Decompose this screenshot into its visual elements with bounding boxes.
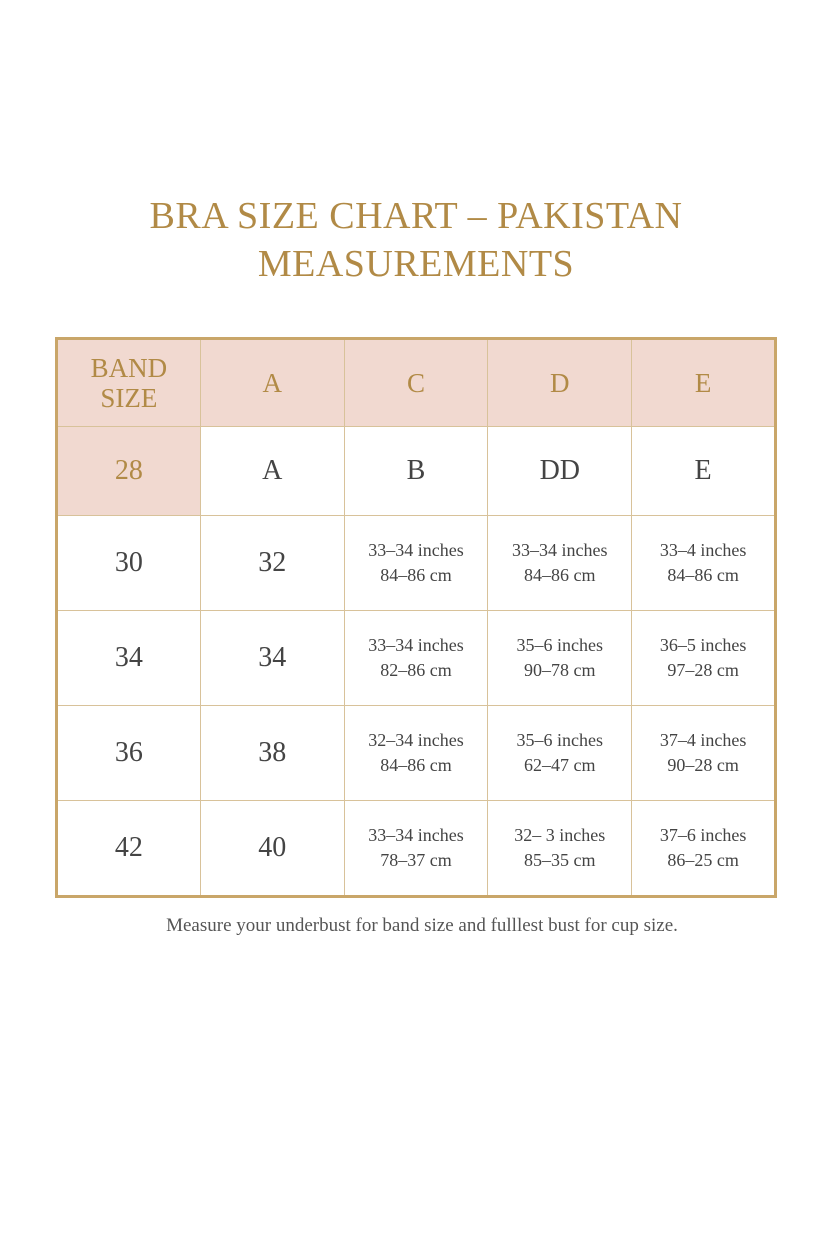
measurement-cell	[632, 516, 776, 611]
inches-value: 36–5 inches	[659, 635, 747, 655]
cm-value: 86–25 cm	[667, 850, 739, 870]
table-row	[57, 516, 776, 611]
measurement-cell	[488, 516, 632, 611]
inches-value: 32– 3 inches	[514, 825, 606, 845]
table-row	[57, 611, 776, 706]
table-row	[57, 427, 776, 516]
measurement-note: Measure your underbust for band size and fulllest bust for cup size.	[166, 915, 678, 936]
inches-value: 33–34 inches	[368, 540, 464, 560]
measurement-cell	[344, 801, 488, 897]
measurement-cell	[488, 706, 632, 801]
size-chart-table	[55, 337, 777, 898]
cm-value: 84–86 cm	[380, 565, 452, 585]
title-line-2: MEASUREMENTS	[257, 243, 575, 285]
measurement-cell	[488, 801, 632, 897]
cm-value: 90–78 cm	[524, 660, 596, 680]
header-col-e: E	[632, 339, 776, 427]
title-line-1: BRA SIZE CHART – PAKISTAN	[149, 195, 683, 237]
value-cell: 32	[200, 516, 344, 611]
value-cell: 40	[200, 801, 344, 897]
page-title	[0, 192, 832, 288]
cm-value: 62–47 cm	[524, 755, 596, 775]
inches-value: 35–6 inches	[516, 635, 604, 655]
cm-value: 85–35 cm	[524, 850, 596, 870]
value-cell: 34	[200, 611, 344, 706]
value-cell: 38	[200, 706, 344, 801]
cm-value: 84–86 cm	[524, 565, 596, 585]
measurement-cell	[632, 706, 776, 801]
inches-value: 33–4 inches	[659, 540, 747, 560]
band-cell: 28	[57, 427, 201, 516]
cm-value: 82–86 cm	[380, 660, 452, 680]
inches-value: 33–34 inches	[512, 540, 608, 560]
header-band-size	[57, 339, 201, 427]
header-col-d: D	[488, 339, 632, 427]
inches-value: 37–6 inches	[659, 825, 747, 845]
measurement-cell	[344, 706, 488, 801]
table-row	[57, 706, 776, 801]
header-band-line-2: SIZE	[100, 383, 158, 413]
header-band-line-1: BAND	[90, 353, 168, 383]
measurement-cell	[632, 611, 776, 706]
band-cell: 42	[57, 801, 201, 897]
cm-value: 97–28 cm	[667, 660, 739, 680]
band-cell: 30	[57, 516, 201, 611]
table-row	[57, 801, 776, 897]
inches-value: 37–4 inches	[659, 730, 747, 750]
header-col-a: A	[200, 339, 344, 427]
cm-value: 84–86 cm	[380, 755, 452, 775]
band-cell: 34	[57, 611, 201, 706]
measurement-cell	[488, 611, 632, 706]
cm-value: 84–86 cm	[667, 565, 739, 585]
measurement-cell	[344, 611, 488, 706]
band-cell: 36	[57, 706, 201, 801]
cup-cell: A	[200, 427, 344, 516]
inches-value: 35–6 inches	[516, 730, 604, 750]
measurement-cell	[344, 516, 488, 611]
cup-cell: E	[632, 427, 776, 516]
header-row	[57, 339, 776, 427]
inches-value: 33–34 inches	[368, 635, 464, 655]
cm-value: 90–28 cm	[667, 755, 739, 775]
header-col-c: C	[344, 339, 488, 427]
cup-cell: DD	[488, 427, 632, 516]
measurement-cell	[632, 801, 776, 897]
cup-cell: B	[344, 427, 488, 516]
inches-value: 32–34 inches	[368, 730, 464, 750]
cm-value: 78–37 cm	[380, 850, 452, 870]
inches-value: 33–34 inches	[368, 825, 464, 845]
